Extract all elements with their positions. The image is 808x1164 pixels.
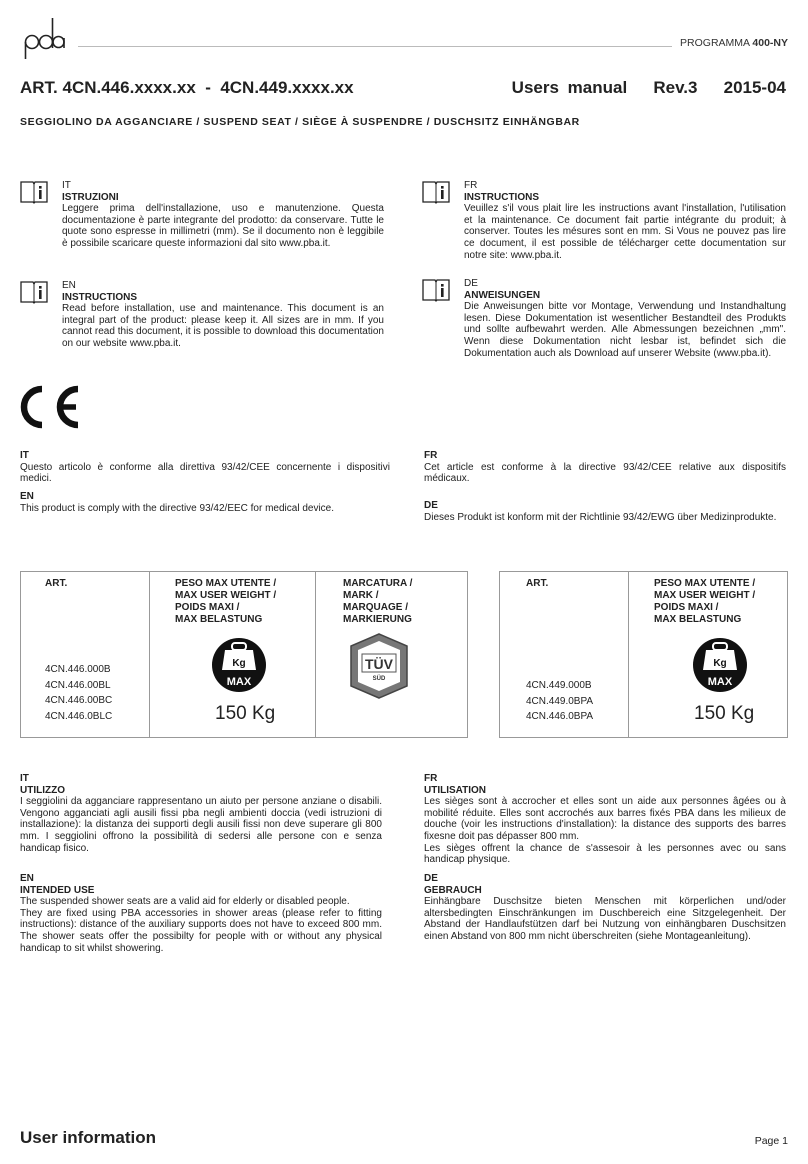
article-code: 4CN.449.0BPA bbox=[526, 695, 594, 707]
kg-label: Kg bbox=[232, 658, 246, 669]
max-weight-icon bbox=[692, 636, 748, 694]
manual-book-icon bbox=[20, 280, 48, 304]
lang-code: DE bbox=[424, 500, 438, 511]
manual-title: Users manual Rev.3 2015-04 bbox=[511, 78, 786, 97]
kg-label: Kg bbox=[713, 658, 727, 669]
usage-fr bbox=[424, 773, 786, 866]
program-code: 400-NY bbox=[752, 37, 788, 49]
weight-header-line: MAX USER WEIGHT / bbox=[175, 590, 277, 601]
usage-it bbox=[20, 773, 382, 854]
art-header: ART. bbox=[526, 578, 549, 589]
ce-it bbox=[20, 450, 390, 485]
ce-text: Cet article est conforme à la directive 93/42/CEE relative aux dispositifs médicaux. bbox=[424, 461, 786, 485]
weight-header bbox=[654, 578, 755, 626]
ce-text: Dieses Produkt ist konform mit der Richtlinie 93/42/EWG über Medizinprodukte. bbox=[424, 511, 777, 523]
section-text: The suspended shower seats are a valid aid for elderly or disabled people. bbox=[20, 896, 350, 908]
lang-code: EN bbox=[62, 280, 76, 291]
tuv-sub-label: SÜD bbox=[372, 676, 386, 682]
max-label: MAX bbox=[707, 676, 733, 688]
ce-mark-icon bbox=[16, 383, 82, 431]
weight-header-line: POIDS MAXI / bbox=[654, 602, 719, 613]
lang-code: IT bbox=[20, 773, 29, 784]
lang-code: DE bbox=[464, 278, 478, 289]
article-codes bbox=[526, 678, 593, 725]
article-codes bbox=[45, 662, 112, 724]
ce-de bbox=[424, 500, 786, 523]
article-code: 4CN.446.0BPA bbox=[526, 711, 594, 722]
section-title: INTENDED USE bbox=[20, 884, 95, 896]
tuv-sud-mark-icon bbox=[347, 632, 411, 700]
article-title: ART. 4CN.446.xxxx.xx - 4CN.449.xxxx.xx bbox=[20, 78, 354, 97]
mark-header-line: MARK / bbox=[343, 590, 379, 601]
max-label: MAX bbox=[226, 676, 252, 688]
section-text: Einhängbare Duschsitze bieten Menschen mit körperlichen und/oder altersbedingten Einschränkungen im Duschbereich eine Sitzgelegenheit. Der Abstand der Handlaufstützen darf bei Nutzung von einhängbaren Duschsitzen einen Abstand von 800 mm nicht überschreiten (siehe Montageanleitung). bbox=[424, 896, 786, 942]
section-text: Leggere prima dell'installazione, uso e manutenzione. Questa documentazione è parte integrante del prodotto: da conservare. Tutte le quote sono espresse in millimetri (mm). Se il documento non è leggibile è possibile scaricare queste informazioni dal sito www.pba.it. bbox=[62, 203, 384, 249]
section-title: INSTRUCTIONS bbox=[464, 191, 539, 203]
weight-header bbox=[175, 578, 276, 626]
weight-header-line: MAX BELASTUNG bbox=[175, 614, 263, 625]
max-weight-icon bbox=[211, 636, 267, 694]
weight-header-line: MAX USER WEIGHT / bbox=[654, 590, 756, 601]
table-divider bbox=[149, 572, 150, 737]
section-text: I seggiolini da agganciare rappresentano un aiuto per persone anziane o disabili. Vengono agganciati agli ausili fissi pba negli ambienti doccia (vedi istruzioni di installazione): la distanza dei supporti degli ausili fissi non deve superare gli 800 mm. I seggiolini offrono la possibilità di sedersi alle persone con e senza handicap fisico. bbox=[20, 796, 382, 854]
manual-book-icon bbox=[422, 278, 450, 302]
weight-header-line: PESO MAX UTENTE / bbox=[654, 578, 756, 589]
manual-book-icon bbox=[422, 180, 450, 204]
ce-text: This product is comply with the directive 93/42/EEC for medical device. bbox=[20, 502, 335, 514]
section-title: GEBRAUCH bbox=[424, 884, 482, 896]
header-rule bbox=[78, 46, 672, 47]
section-title: ISTRUZIONI bbox=[62, 191, 119, 203]
table-divider bbox=[315, 572, 316, 737]
lang-code: EN bbox=[20, 873, 34, 884]
weight-header-line: PESO MAX UTENTE / bbox=[175, 578, 277, 589]
article-code: 4CN.446.00BC bbox=[45, 695, 113, 706]
lang-code: FR bbox=[424, 450, 438, 461]
section-text: Les sièges offrent la chance de s'assesoir à les personnes avec ou sans handicap physique. bbox=[424, 842, 786, 866]
weight-header-line: MAX BELASTUNG bbox=[654, 614, 742, 625]
program-prefix: PROGRAMMA bbox=[680, 37, 750, 49]
lang-code: IT bbox=[20, 450, 29, 461]
table-divider bbox=[628, 572, 629, 737]
article-code: 4CN.446.0BLC bbox=[45, 710, 113, 722]
spec-table-446 bbox=[20, 571, 468, 738]
mark-header-line: MARCATURA / bbox=[343, 578, 413, 589]
article-code: 4CN.446.00BL bbox=[45, 679, 111, 691]
program-label bbox=[680, 37, 788, 49]
ce-en bbox=[20, 491, 390, 514]
lang-code: DE bbox=[424, 873, 438, 884]
usage-de bbox=[424, 873, 786, 943]
article-code: 4CN.449.000B bbox=[526, 680, 592, 691]
instructions-fr bbox=[422, 180, 786, 260]
mark-header bbox=[343, 578, 412, 626]
weight-value: 150 Kg bbox=[694, 703, 755, 724]
page-number: Page 1 bbox=[754, 1135, 788, 1147]
mark-header-line: MARQUAGE / bbox=[343, 602, 408, 613]
section-text: They are fixed using PBA accessories in shower areas (please refer to fitting instructions): distance of the auxiliary supports does not have to exceed 800 mm. The shower seats offer the possibilty for people with or without any physical handicap to sit whilst showering. bbox=[20, 907, 382, 954]
weight-header-line: POIDS MAXI / bbox=[175, 602, 240, 613]
lang-code: EN bbox=[20, 491, 34, 502]
lang-code: IT bbox=[62, 180, 71, 191]
instructions-it bbox=[20, 180, 384, 250]
section-title: UTILIZZO bbox=[20, 784, 65, 796]
instructions-en bbox=[20, 280, 384, 350]
spec-table-449 bbox=[499, 571, 788, 738]
section-title: UTILISATION bbox=[424, 784, 487, 796]
section-text: Die Anweisungen bitte vor Montage, Verwendung und Instandhaltung lesen. Diese Dokumentation ist wesentlicher Bestandteil des Produkts und sollte aufbewahrt werden. Alle Abmessungen bezeichnen „mm". Wenn diese Dokumentation nicht lesbar ist, befindet sich die Dokumentation auch als Download auf unserer Website (www.pba.it). bbox=[464, 301, 786, 359]
tuv-label: TÜV bbox=[365, 656, 393, 672]
weight-value: 150 Kg bbox=[215, 703, 276, 724]
product-subtitle: SEGGIOLINO DA AGGANCIARE / SUSPEND SEAT / SIÈGE À SUSPENDRE / DUSCHSITZ EINHÄNGBAR bbox=[20, 116, 580, 128]
mark-header-line: MARKIERUNG bbox=[343, 614, 412, 625]
instructions-de bbox=[422, 278, 786, 358]
lang-code: FR bbox=[464, 180, 478, 191]
usage-en bbox=[20, 873, 382, 954]
lang-code: FR bbox=[424, 773, 438, 784]
section-text: Veuillez s'il vous plait lire les instructions avant l'installation, l'utilisation et la maintenance. Ce document fait partie intégrante du produit; à conserver. Toutes les mésures sont en mm. Si Vous ne pouvez pas lire ce document, il est possible de télécharger cette documentation sur notre site: www.pba.it. bbox=[464, 203, 786, 261]
manual-book-icon bbox=[20, 180, 48, 204]
article-code: 4CN.446.000B bbox=[45, 664, 111, 675]
art-header: ART. bbox=[45, 578, 68, 589]
footer-title: User information bbox=[20, 1128, 157, 1147]
pba-logo bbox=[22, 14, 66, 60]
section-text: Les sièges sont à accrocher et elles sont un aide aux personnes âgées ou à mobilité réduite. Elles sont accrochés aux barres fixés PBA dans les milieux de douche (voir les instructions d'installation): la distance des supports des barres fixesne doit pas dépasser 800 mm. bbox=[424, 796, 786, 842]
ce-fr bbox=[424, 450, 786, 485]
section-title: INSTRUCTIONS bbox=[62, 291, 137, 303]
ce-text: Questo articolo è conforme alla direttiva 93/42/CEE concernente i dispositivi medici. bbox=[20, 461, 390, 485]
section-title: ANWEISUNGEN bbox=[464, 289, 541, 301]
section-text: Read before installation, use and maintenance. This document is an integral part of the product: please keep it. All sizes are in mm. If you cannot read this document, it is possible to download this documentation on our website www.pba.it. bbox=[62, 303, 384, 349]
